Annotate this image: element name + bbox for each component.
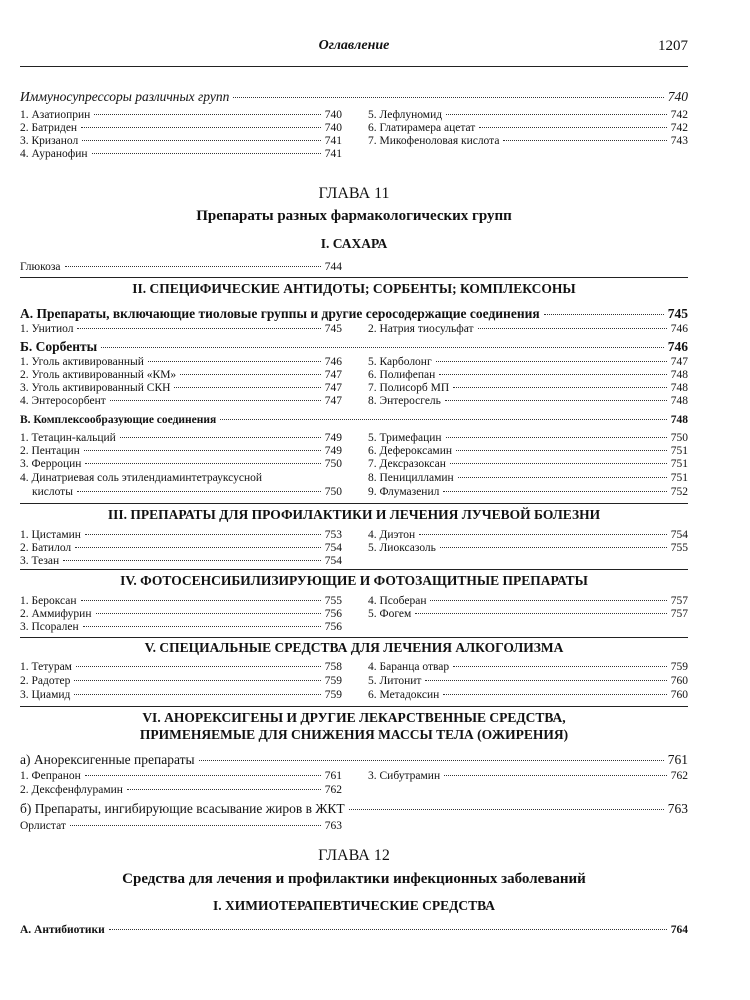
toc-entry[interactable]: 5. Лефлуномид 742 — [368, 109, 688, 121]
subsection-heading[interactable]: б) Препараты, ингибирующие всасывание жиров в ЖКТ 763 — [20, 801, 688, 816]
chapter-label: ГЛАВА 11 — [318, 185, 390, 202]
toc-entry[interactable]: Орлистат 763 — [20, 820, 342, 832]
toc-entry[interactable]: 2. Батриден 740 — [20, 122, 342, 134]
subsection-heading[interactable]: В. Комплексообразующие соединения 748 — [20, 414, 688, 426]
toc-entry[interactable]: 6. Метадоксин 760 — [368, 689, 688, 701]
section-rule — [20, 503, 688, 504]
toc-entry[interactable]: 6. Полифепан 748 — [368, 369, 688, 381]
toc-entry[interactable]: 4. Псоберан 757 — [368, 595, 688, 607]
toc-entry[interactable]: 4. Ауранофин 741 — [20, 148, 342, 160]
running-header — [20, 38, 688, 62]
toc-entry-line1[interactable]: 4. Динатриевая соль этилендиаминтетрауксусной — [20, 472, 263, 484]
toc-entry[interactable]: 1. Азатиоприн 740 — [20, 109, 342, 121]
section-rule — [20, 277, 688, 278]
toc-entry[interactable]: 5. Литонит 760 — [368, 675, 688, 687]
toc-entry[interactable]: 9. Флумазенил 752 — [368, 486, 688, 498]
toc-entry[interactable]: Глюкоза 744 — [20, 261, 342, 273]
section-title[interactable]: IV. ФОТОСЕНСИБИЛИЗИРУЮЩИЕ И ФОТОЗАЩИТНЫЕ ПРЕПАРАТЫ — [120, 573, 588, 588]
section-title[interactable]: V. СПЕЦИАЛЬНЫЕ СРЕДСТВА ДЛЯ ЛЕЧЕНИЯ АЛКОГОЛИЗМА — [144, 640, 564, 655]
toc-entry[interactable]: 2. Пентацин 749 — [20, 445, 342, 457]
toc-entry[interactable]: кислоты 750 — [32, 486, 342, 498]
toc-entry[interactable]: 2. Уголь активированный «КМ» 747 — [20, 369, 342, 381]
toc-entry[interactable]: 3. Ферроцин 750 — [20, 458, 342, 470]
toc-entry[interactable]: 3. Тезан 754 — [20, 555, 342, 567]
section-title-line2: ПРИМЕНЯЕМЫЕ ДЛЯ СНИЖЕНИЯ МАССЫ ТЕЛА (ОЖИРЕНИЯ) — [139, 727, 569, 742]
toc-entry[interactable]: 7. Полисорб МП 748 — [368, 382, 688, 394]
section-title[interactable]: III. ПРЕПАРАТЫ ДЛЯ ПРОФИЛАКТИКИ И ЛЕЧЕНИЯ ЛУЧЕВОЙ БОЛЕЗНИ — [107, 507, 601, 522]
toc-entry[interactable]: 4. Диэтон 754 — [368, 529, 688, 541]
toc-entry[interactable]: 5. Карболонг 747 — [368, 356, 688, 368]
section-rule — [20, 637, 688, 638]
toc-entry[interactable]: 2. Батилол 754 — [20, 542, 342, 554]
section-title[interactable]: I. САХАРА — [320, 236, 388, 251]
toc-entry[interactable]: 2. Натрия тиосульфат 746 — [368, 323, 688, 335]
toc-entry[interactable]: 5. Фогем 757 — [368, 608, 688, 620]
toc-entry[interactable]: 7. Микофеноловая кислота 743 — [368, 135, 688, 147]
subsection-heading[interactable]: А. Антибиотики 764 — [20, 924, 688, 936]
running-title: Оглавление — [318, 38, 390, 53]
toc-entry[interactable]: 1. Цистамин 753 — [20, 529, 342, 541]
section-rule — [20, 569, 688, 570]
toc-entry[interactable]: 8. Энтеросгель 748 — [368, 395, 688, 407]
subsection-heading[interactable]: А. Препараты, включающие тиоловые группы и другие серосодержащие соединения 745 — [20, 306, 688, 321]
toc-entry[interactable]: 6. Дефероксамин 751 — [368, 445, 688, 457]
toc-entry[interactable]: 4. Баранца отвар 759 — [368, 661, 688, 673]
chapter-label: ГЛАВА 12 — [318, 847, 390, 864]
toc-entry[interactable]: 5. Лиоксазоль 755 — [368, 542, 688, 554]
chapter-title[interactable]: Препараты разных фармакологических групп — [196, 208, 512, 224]
page-number: 1207 — [658, 38, 688, 54]
toc-entry[interactable]: 3. Кризанол 741 — [20, 135, 342, 147]
toc-entry[interactable]: 7. Дексразоксан 751 — [368, 458, 688, 470]
toc-entry[interactable]: 1. Бероксан 755 — [20, 595, 342, 607]
toc-entry[interactable]: 1. Тетацин-кальций 749 — [20, 432, 342, 444]
toc-entry[interactable]: 3. Сибутрамин 762 — [368, 770, 688, 782]
subsection-heading[interactable]: Б. Сорбенты 746 — [20, 339, 688, 354]
toc-entry[interactable]: 2. Радотер 759 — [20, 675, 342, 687]
toc-entry[interactable]: 6. Глатирамера ацетат 742 — [368, 122, 688, 134]
chapter-title[interactable]: Средства для лечения и профилактики инфекционных заболеваний — [122, 871, 586, 887]
toc-group-heading[interactable]: Иммуносупрессоры различных групп 740 — [20, 89, 688, 104]
subsection-heading[interactable]: а) Анорексигенные препараты 761 — [20, 752, 688, 767]
section-rule — [20, 706, 688, 707]
toc-entry[interactable]: 5. Тримефацин 750 — [368, 432, 688, 444]
toc-entry[interactable]: 8. Пеницилламин 751 — [368, 472, 688, 484]
toc-entry[interactable]: 2. Аммифурин 756 — [20, 608, 342, 620]
header-rule — [20, 66, 688, 67]
toc-entry[interactable]: 3. Псорален 756 — [20, 621, 342, 633]
toc-entry[interactable]: 1. Уголь активированный 746 — [20, 356, 342, 368]
toc-entry[interactable]: 4. Энтеросорбент 747 — [20, 395, 342, 407]
section-title[interactable]: I. ХИМИОТЕРАПЕВТИЧЕСКИЕ СРЕДСТВА — [212, 898, 496, 913]
toc-entry[interactable]: 1. Тетурам 758 — [20, 661, 342, 673]
section-title[interactable]: VI. АНОРЕКСИГЕНЫ И ДРУГИЕ ЛЕКАРСТВЕННЫЕ СРЕДСТВА, — [142, 710, 566, 725]
toc-entry[interactable]: 1. Фепранон 761 — [20, 770, 342, 782]
toc-entry[interactable]: 2. Дексфенфлурамин 762 — [20, 784, 342, 796]
toc-entry[interactable]: 1. Унитиол 745 — [20, 323, 342, 335]
toc-entry[interactable]: 3. Уголь активированный СКН 747 — [20, 382, 342, 394]
section-title[interactable]: II. СПЕЦИФИЧЕСКИЕ АНТИДОТЫ; СОРБЕНТЫ; КОМПЛЕКСОНЫ — [132, 281, 576, 296]
toc-entry[interactable]: 3. Циамид 759 — [20, 689, 342, 701]
